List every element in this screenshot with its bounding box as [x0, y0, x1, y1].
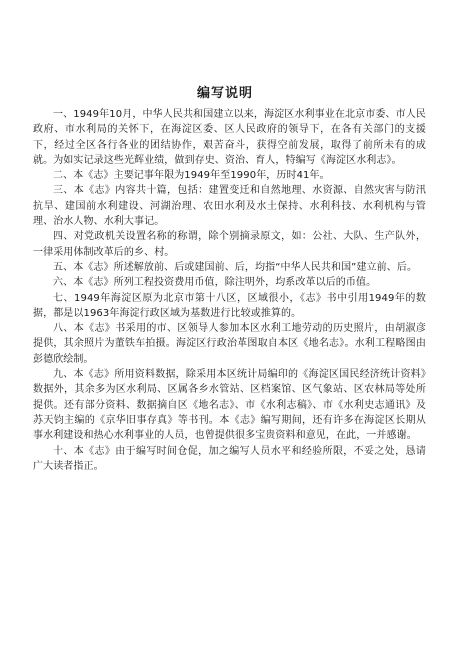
paragraph-8: 八、本《志》书采用的市、区领导人参加本区水利工地劳动的历史照片，由胡淑彦提供，其余照片为董铁车拍摄。海淀区行政治革图取自本区《地名志》。水利工程略图由彭德欣绘制。: [33, 323, 426, 365]
paragraph-7: 七、1949年海淀区原为北京市第十八区，区域很小，《志》书中引用1949年的数据，都是以1963年海淀行政区域为基数进行比较或推算的。: [33, 292, 426, 319]
paragraph-2: 二、本《志》主要记事年限为1949年至1990年，历时41年。: [53, 170, 330, 182]
paragraph-4: 四、对党政机关设置名称的称谓，除个别摘录原文，如：公社、大队、生产队外，一律采用体制改革后的乡、村。: [33, 231, 426, 258]
paragraph-3: 三、本《志》内容共十篇，包括：建置变迁和自然地理、水资源、自然灾害与防汛抗旱、建国前水利建设、河湖治理、农田水利及水土保持、水利科技、水利机构与管理、治水人物、水利大事记。: [33, 185, 426, 228]
paragraph-9: 九、本《志》所用资料数据，除采用本区统计局编印的《海淀区国民经济统计资料》数据外，其余多为区水利局、区属各乡水管站、区档案馆、区气象站、区农林局等处所提供。还有部分资料、数据摘自区《地名志》、市《水利志稿》、市《水利史志通讯》及苏天钧主编的《京华旧事存真》等书刊。本《志》编写期间，还有许多在海淀区长期从事水利建设和热心水利事业的人员，也曾提供很多宝贵资料和意见，在此，一并感谢。: [33, 369, 426, 442]
page-title: 编写说明: [196, 86, 253, 101]
paragraph-1: 一、1949年10月，中华人民共和国建立以来，海淀区水利事业在北京市委、市人民政府、市水利局的关怀下，在海淀区委、区人民政府的领导下，在各有关部门的支援下，经过全区各行各业的团结协作，艰苦奋斗，获得空前发展，取得了前所未有的成就。为如实记录这些光辉业绩，做到存史、资治、育人，特编写《海淀区水利志》。: [33, 109, 426, 166]
paragraph-10: 十、本《志》由于编写时间仓促，加之编写人员水平和经验所限，不妥之处，恳请广大读者指正。: [33, 445, 426, 472]
document-body: [33, 107, 426, 474]
paragraph-5: 五、本《志》所述解放前、后或建国前、后，均指“中华人民共和国”建立前、后。: [53, 261, 418, 273]
paragraph-6: 六、本《志》所列工程投资费用币值，除注明外，均系改革以后的币值。: [53, 277, 377, 289]
